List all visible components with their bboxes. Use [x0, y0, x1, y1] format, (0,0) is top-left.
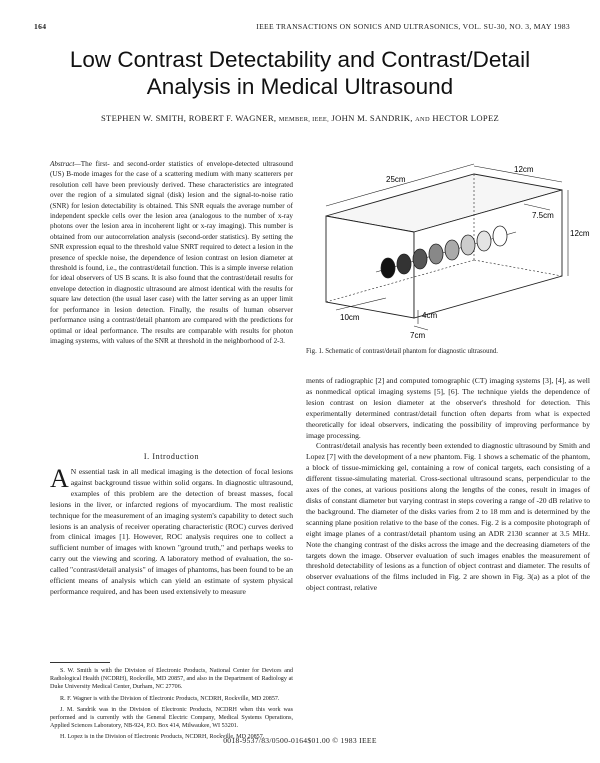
abstract-lead: Abstract—	[50, 160, 81, 168]
footnote-smith: S. W. Smith is with the Division of Electronic Products, National Center for Devices and Radiological Health (NCDRH), Rockville, MD 20857, and also in the Department of Radiology at Duke University Medical Center, Durham, NC 27706.	[50, 668, 293, 691]
cone-target-3	[413, 249, 427, 269]
right-column-text	[306, 376, 590, 594]
cone-target-6	[461, 235, 475, 255]
phantom-schematic	[306, 160, 590, 340]
section-number: I.	[143, 452, 150, 461]
cone-target-8	[493, 226, 507, 246]
abstract	[50, 159, 293, 346]
footnote-sandrik: J. M. Sandrik was in the Division of Electronic Products, NCDRH when this work was performed and is currently with the General Electric Company, Medical Systems Operations, Applied Sciences Laboratory, NB-924, P.O. Box 414, Milwaukee, WI 53201.	[50, 706, 293, 730]
figure-caption: Fig. 1. Schematic of contrast/detail phantom for diagnostic ultrasound.	[306, 348, 498, 355]
author-sandrik: JOHN M. SANDRIK,	[331, 113, 413, 123]
dim-top: 12cm	[514, 165, 534, 174]
dim-depth: 4cm	[422, 311, 438, 320]
footnote-rule	[50, 662, 110, 663]
section-title: Introduction	[152, 452, 200, 461]
abstract-text: The first- and second-order statistics of envelope-detected ultrasound (US) B-mode images for the case of a scattering medium with many scatterers per resolution cell have been previously derived. These characteristics are integrated over the region of a simulated signal (disk) lesion and the signal-to-noise ratio (SNR) for lesion detectability is obtained. This SNR equals the average number of independent speckle cells over the lesion area (analogous to the number of x-ray photons over the lesion area in incoherent light or x-ray imaging). This number is obtained from our autocorrelation analysis (second-order statistics). By setting the SNR expression equal to the threshold value SNRT required to detect a lesion in the presence of speckle noise, the dependence of lesion contrast on lesion diameter at threshold is found, i.e., the contrast/detail function. This is a simple inverse relation for ideal observers of US B scans. It is also found that the contrast/detail results for envelope detection in diagnostic ultrasound are almost identical with the results for square law detection (the usual laser case) with the latter serving as an upper limit for performance in lesion detection. Finally, the results of human observer performance using a contrast/detail phantom are compared with the predictions for optimal or ideal performance. The results are comparable with results for photon imaging systems, with values of the SNR at threshold in the neighborhood of 2-3.	[50, 160, 293, 345]
phantom-figure	[306, 160, 590, 340]
author-wagner: ROBERT F. WAGNER,	[188, 113, 277, 123]
cone-target-1	[381, 258, 395, 278]
cone-target-2	[397, 254, 411, 274]
title-line-2: Analysis in Medical Ultrasound	[146, 74, 454, 99]
dim-bottom: 7cm	[410, 331, 426, 340]
right-paragraph-2: Contrast/detail analysis has recently been extended to diagnostic ultrasound by Smith and Lopez [7] with the development of a new phantom. Fig. 1 shows a schematic of the phantom, a block of tissue-mimicking gel, containing a row of conical targets, each consisting of a different tissue-simulating material. Cross-sectional ultrasound scans, perpendicular to the axes of the cones, at various positions along the lengths of the cones, result in images of disks of constant diameter but varying contrast in steps covering a range of -20 dB relative to the background. The diameter of the disks varies from 2 to 18 mm and is determined by the scanning plane position relative to the base of the cones. Fig. 2 is a composite photograph of eight image planes of a contrast/detail phantom using an ADR 2130 scanner at 3.5 MHz. Note the changing contrast of the disks across the image and the decreasing diameters of the targets down the image. Observer evaluation of such images enables the measurement of threshold detectability of lesions as a function of object contrast and diameter. The results of observer evaluations of the films included in Fig. 2 are shown in Fig. 3(a) as a plot of the object contrast, relative	[306, 441, 590, 593]
cone-target-7	[477, 231, 491, 251]
drop-cap: A	[50, 464, 69, 493]
introduction-body: N essential task in all medical imaging is the detection of focal lesions against background tissue within solid organs. In diagnostic ultrasound, examples of this problem are the detection of breast masses, focal lesions in the liver, or infarcted regions of myocardium. The most realistic technique for the measurement of an imaging system's capability to detect such lesions is an analysis of receiver operating characteristic (ROC) curves derived from clinical images [1]. However, ROC analysis requires one to collect a sufficient number of images with known "ground truth," and perhaps weeks to carry out the viewing and scoring. A laboratory method of evaluation, the so-called "contrast/detail analysis" of images of phantoms, has been found to be an efficient means of analysis which can yield an estimate of system physical performance required, and has been used extensively to measure	[50, 467, 293, 596]
right-paragraph-1: ments of radiographic [2] and computed tomographic (CT) imaging systems [3], [4], as well as nonmedical optical imaging systems [5], [6]. The technique yields the dependence of lesion contrast on lesion diameter at the observer's threshold for detection. This experimentally determined contrast/detail function often departs from what is expected theoretically for ideal observers, indicating the possibility of improving performance by image processing.	[306, 376, 590, 440]
journal-header: IEEE TRANSACTIONS ON SONICS AND ULTRASONICS, VOL. SU-30, NO. 3, MAY 1983	[256, 22, 570, 31]
dim-width: 7.5cm	[532, 211, 554, 220]
title-line-1: Low Contrast Detectability and Contrast/Detail	[69, 47, 531, 72]
dim-spacing: 10cm	[340, 313, 360, 322]
paper-title	[30, 46, 570, 100]
page-number: 164	[34, 22, 47, 31]
introduction-text	[50, 464, 293, 598]
author-and: AND	[415, 116, 430, 123]
section-heading	[50, 452, 293, 461]
copyright-line: 0018-9537/83/0500-0164$01.00 © 1983 IEEE	[223, 736, 377, 745]
dim-length: 25cm	[386, 175, 406, 184]
footnote-wagner: R. F. Wagner is with the Division of Electronic Products, NCDRH, Rockville, MD 20857.	[60, 695, 280, 702]
footnotes	[50, 667, 293, 745]
author-smith: STEPHEN W. SMITH,	[100, 113, 187, 123]
footnote-lopez: H. Lopez is in the Division of Electronic Products, NCDRH, Rockville, MD 20857.	[60, 734, 265, 741]
cone-target-4	[429, 244, 443, 264]
running-header	[34, 22, 570, 34]
cone-target-5	[445, 240, 459, 260]
author-membership: MEMBER, IEEE,	[278, 116, 330, 123]
author-list	[30, 113, 570, 123]
dim-height: 12cm	[570, 229, 590, 238]
author-lopez: HECTOR LOPEZ	[432, 113, 500, 123]
